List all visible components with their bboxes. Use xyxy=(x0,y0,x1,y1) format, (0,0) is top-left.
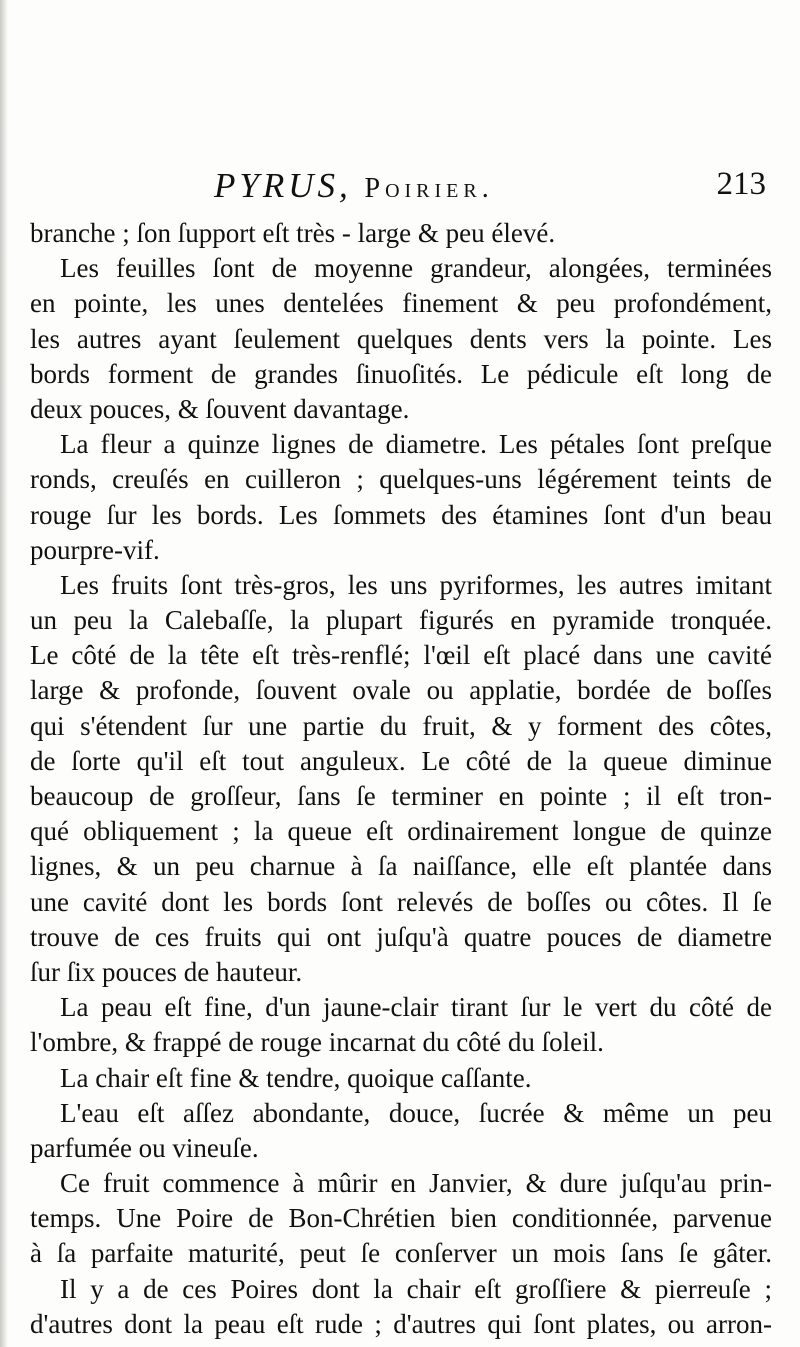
text-line: ronds, creuſés en cuilleron ; quelques-uns légérement teints de xyxy=(30,464,772,495)
text-line: les autres ayant ſeulement quelques dents vers la pointe. Les xyxy=(30,323,772,354)
text-line: Ce fruit commence à mûrir en Janvier, & dure juſqu'au prin- xyxy=(60,1168,772,1199)
text-line: une cavité dont les bords ſont relevés de boſſes ou côtes. Il ſe xyxy=(30,886,772,917)
running-title-common-name: Poirier. xyxy=(364,173,494,204)
running-header xyxy=(0,166,800,206)
text-line: pourpre-vif. xyxy=(30,534,160,565)
text-line: d'autres dont la peau eſt rude ; d'autres qui ſont plates, ou arron- xyxy=(30,1308,772,1339)
text-line: trouve de ces fruits qui ont juſqu'à quatre pouces de diametre xyxy=(30,921,772,952)
text-line: Les fruits ſont très-gros, les uns pyriformes, les autres imitant xyxy=(60,569,772,600)
text-line: qué obliquement ; la queue eſt ordinairement longue de quinze xyxy=(30,816,772,847)
text-line: un peu la Calebaſſe, la plupart figurés en pyramide tronquée. xyxy=(30,605,772,636)
text-line: La fleur a quinze lignes de diametre. Les pétales ſont preſque xyxy=(60,429,772,460)
text-line: Le côté de la tête eſt très-renflé; l'œil eſt placé dans une cavité xyxy=(30,640,772,671)
text-line: L'eau eſt aſſez abondante, douce, ſucrée & même un peu xyxy=(60,1097,772,1128)
text-line: de ſorte qu'il eſt tout anguleux. Le côté de la queue diminue xyxy=(30,745,772,776)
text-line: bords forment de grandes ſinuoſités. Le pédicule eſt long de xyxy=(30,358,772,389)
text-line: parfumée ou vineuſe. xyxy=(30,1132,259,1163)
page-number: 213 xyxy=(716,166,766,202)
text-line: deux pouces, & ſouvent davantage. xyxy=(30,393,410,424)
text-line: rouge ſur les bords. Les ſommets des étamines ſont d'un beau xyxy=(30,499,772,530)
running-title-genus: PYRUS, xyxy=(214,166,352,205)
text-line: l'ombre, & frappé de rouge incarnat du côté du ſoleil. xyxy=(30,1027,604,1058)
text-line: large & profonde, ſouvent ovale ou applatie, bordée de boſſes xyxy=(30,675,772,706)
text-line: Il y a de ces Poires dont la chair eſt groſſiere & pierreuſe ; xyxy=(60,1273,772,1304)
text-line: à ſa parfaite maturité, peut ſe conſerver un mois ſans ſe gâter. xyxy=(30,1238,772,1269)
text-line: qui s'étendent ſur une partie du fruit, & y forment des côtes, xyxy=(30,710,772,741)
text-line: Les feuilles ſont de moyenne grandeur, alongées, terminées xyxy=(60,253,772,284)
text-line: lignes, & un peu charnue à ſa naiſſance, elle eſt plantée dans xyxy=(30,851,772,882)
running-title xyxy=(214,166,494,206)
body-text xyxy=(30,216,772,1342)
text-line: ſur ſix pouces de hauteur. xyxy=(30,956,303,987)
text-line: beaucoup de groſſeur, ſans ſe terminer en pointe ; il eſt tron- xyxy=(30,781,772,811)
text-line: temps. Une Poire de Bon-Chrétien bien conditionnée, parvenue xyxy=(30,1203,772,1234)
text-line: La chair eſt fine & tendre, quoique caſſante. xyxy=(60,1062,532,1093)
text-line: branche ; ſon ſupport eſt très - large & peu élevé. xyxy=(30,218,556,248)
text-line: en pointe, les unes dentelées finement & peu profondément, xyxy=(30,288,772,319)
text-line: La peau eſt fine, d'un jaune-clair tirant ſur le vert du côté de xyxy=(60,992,772,1023)
